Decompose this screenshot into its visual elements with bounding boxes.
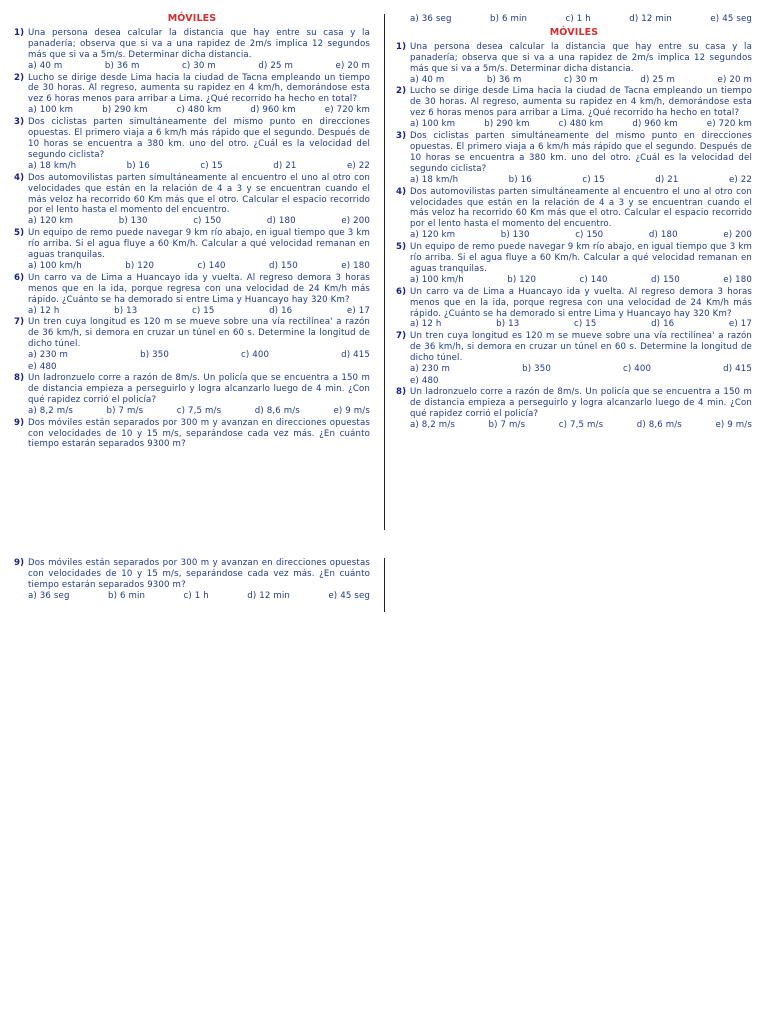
option: a) 40 m (28, 60, 63, 71)
question-number: 7) (14, 317, 25, 328)
question-text: Un carro va de Lima a Huancayo ida y vuelta. Al regreso demora 3 horas menos que en la ida, porque regresa con una velocidad de 24 Km/h más rápido. ¿Cuánto se ha demorado si entre Lima y Huancayo hay 320 Km? (410, 286, 752, 319)
option: e) 45 seg (710, 14, 752, 24)
question-text: Una persona desea calcular la distancia que hay entre su casa y la panadería; observa que si va a una rapidez de 2m/s implica 12 segundos más que si va a 5m/s. Determinar dicha distancia. (28, 27, 370, 60)
options (396, 230, 752, 241)
question-8 (396, 387, 752, 420)
option: d) 150 (651, 274, 680, 285)
options (14, 105, 370, 116)
question-text: Un tren cuya longitud es 120 m se mueve sobre una vía rectilínea' a razón de 36 km/h, si demora en cruzar un túnel en 60 s. Determine la longitud de dicho túnel. (410, 331, 752, 364)
question-number: 2) (14, 72, 25, 83)
option: a) 100 km/h (28, 260, 82, 271)
option: c) 15 (200, 160, 223, 171)
question-1 (14, 28, 370, 61)
option: b) 13 (114, 305, 138, 316)
option: d) 16 (651, 319, 675, 330)
question-number: 8) (396, 386, 407, 397)
options (396, 275, 752, 286)
question-4 (14, 173, 370, 217)
question-number: 3) (396, 131, 407, 142)
option: d) 12 min (247, 590, 290, 601)
option: c) 30 m (564, 74, 598, 85)
column-divider (384, 14, 385, 530)
question-6 (396, 287, 752, 320)
option: c) 30 m (182, 60, 216, 71)
option: b) 120 (507, 274, 537, 285)
option: b) 130 (118, 216, 148, 227)
option: b) 350 (522, 364, 551, 375)
option: b) 16 (508, 174, 532, 185)
question-8 (14, 373, 370, 406)
question-5 (396, 242, 752, 275)
option: d) 21 (655, 174, 679, 185)
option: d) 960 km (632, 119, 678, 130)
option: c) 150 (575, 230, 604, 241)
option: e) 45 seg (328, 590, 370, 601)
question-text: Un equipo de remo puede navegar 9 km río abajo, en igual tiempo que 3 km río arriba. Si el agua fluye a 60 Km/h. Calcular a qué velocidad remanan en aguas tranquilas. (410, 242, 752, 274)
question-5 (14, 228, 370, 261)
option: e) 22 (346, 160, 370, 171)
question-text: Un ladronzuelo corre a razón de 8m/s. Un policía que se encuentra a 150 m de distancia empieza a perseguirlo y logra alcanzarlo luego de 4 min. ¿Con qué rapidez corrió el policía? (410, 386, 752, 419)
question-number: 3) (14, 117, 25, 128)
option: e) 200 (341, 216, 370, 227)
option: a) 230 m (410, 364, 451, 375)
options (14, 61, 370, 72)
options (396, 364, 752, 375)
options (396, 75, 752, 86)
option: c) 1 h (183, 590, 209, 601)
question-9 (14, 418, 370, 451)
options (396, 319, 752, 330)
option: b) 350 (140, 350, 169, 361)
option: d) 150 (269, 260, 298, 271)
question-1 (396, 42, 752, 75)
question-text: Dos ciclistas parten simultáneamente del mismo punto en direcciones opuestas. El primero viaja a 6 km/h más rápido que el segundo. Después de 10 horas se encuentra a 380 km. uno del otro. ¿Cuál es la velocidad del segundo ciclista? (410, 131, 752, 174)
option: a) 120 km (410, 230, 456, 241)
question-number: 5) (396, 242, 407, 253)
option: a) 12 h (28, 305, 60, 316)
option: c) 1 h (565, 14, 591, 24)
option: a) 100 km/h (410, 274, 464, 285)
option: e) 180 (341, 260, 370, 271)
option: e) 20 m (717, 74, 752, 85)
option: a) 18 km/h (28, 160, 77, 171)
option: d) 415 (723, 364, 752, 375)
option: a) 100 km (28, 105, 74, 116)
question-text: Lucho se dirige desde Lima hacia la ciudad de Tacna empleando un tiempo de 30 horas. Al regreso, aumenta su rapidez en 4 km/h, demorándose esta vez 6 horas menos para arribar a Lima. ¿Qué recorrido ha hecho en total? (28, 72, 370, 105)
option: c) 480 km (176, 105, 222, 116)
question-number: 1) (396, 41, 407, 52)
option: d) 25 m (640, 74, 676, 85)
bottom-block (14, 558, 370, 603)
options (396, 14, 752, 25)
option: d) 960 km (250, 105, 296, 116)
options (396, 420, 752, 431)
question-number: 1) (14, 27, 25, 38)
question-number: 6) (396, 286, 407, 297)
question-text: Una persona desea calcular la distancia que hay entre su casa y la panadería; observa que si va a una rapidez de 2m/s implica 12 segundos más que si va a 5m/s. Determinar dicha distancia. (410, 41, 752, 74)
option: d) 8,6 m/s (254, 405, 300, 416)
option: d) 16 (269, 305, 293, 316)
question-text: Dos automovilistas parten simultáneamente al encuentro el uno al otro con velocidades que están en la relación de 4 a 3 y se encuentran cuando el más veloz ha recorrido 60 Km más que el otro. Calcular el espacio recorrido por el lento hasta el momento del encuentro. (28, 172, 370, 216)
option: c) 7,5 m/s (176, 405, 222, 416)
option: b) 6 min (489, 14, 528, 24)
question-2 (14, 73, 370, 106)
option: e) 17 (728, 319, 752, 330)
question-number: 6) (14, 272, 25, 283)
option: b) 120 (125, 260, 155, 271)
question-text: Un ladronzuelo corre a razón de 8m/s. Un policía que se encuentra a 150 m de distancia empieza a perseguirlo y logra alcanzarlo luego de 4 min. ¿Con qué rapidez corrió el policía? (28, 373, 370, 405)
option: e) 22 (728, 174, 752, 185)
question-number: 2) (396, 86, 407, 97)
option: e) 9 m/s (333, 405, 370, 416)
option: d) 415 (341, 350, 370, 361)
option: b) 7 m/s (488, 419, 526, 430)
option: a) 36 seg (410, 14, 452, 24)
question-text: Un tren cuya longitud es 120 m se mueve sobre una vía rectilínea' a razón de 36 km/h, si demora en cruzar un túnel en 60 s. Determine la longitud de dicho túnel. (28, 317, 370, 350)
option: a) 12 h (410, 319, 442, 330)
question-number: 9) (14, 558, 25, 568)
options (14, 591, 370, 602)
option: a) 18 km/h (410, 174, 459, 185)
option: a) 120 km (28, 216, 74, 227)
option: e) 720 km (706, 119, 752, 130)
question-4 (396, 187, 752, 231)
option: d) 180 (266, 216, 296, 227)
option: d) 8,6 m/s (636, 419, 682, 430)
options (14, 406, 370, 417)
options (14, 261, 370, 272)
option: c) 400 (240, 350, 270, 361)
page-title: MÓVILES (549, 26, 599, 38)
question-3 (396, 131, 752, 175)
option: b) 7 m/s (106, 405, 144, 416)
right-column (396, 14, 752, 432)
question-text: Lucho se dirige desde Lima hacia la ciudad de Tacna empleando un tiempo de 30 horas. Al regreso, aumenta su rapidez en 4 km/h, demorándose esta vez 6 horas menos para arribar a Lima. ¿Qué recorrido ha hecho en total? (410, 86, 752, 119)
option: c) 140 (197, 260, 226, 271)
option: b) 6 min (107, 590, 146, 601)
question-text: Un carro va de Lima a Huancayo ida y vuelta. Al regreso demora 3 horas menos que en la ida, porque regresa con una velocidad de 24 Km/h más rápido. ¿Cuánto se ha demorado si entre Lima y Huancayo hay 320 Km? (28, 272, 370, 305)
question-text: Dos móviles están separados por 300 m y avanzan en direcciones opuestas con velocidades de 10 y 15 m/s, separándose cada vez más. ¿En cuánto tiempo estarán separados 9300 m? (28, 417, 370, 450)
option: e) 200 (723, 230, 752, 241)
column-divider-bottom (384, 558, 385, 612)
option: b) 16 (126, 160, 150, 171)
option: c) 480 km (558, 119, 604, 130)
question-text: Un equipo de remo puede navegar 9 km río abajo, en igual tiempo que 3 km río arriba. Si el agua fluye a 60 Km/h. Calcular a qué velocidad remanan en aguas tranquilas. (28, 228, 370, 261)
option: e) 480 (28, 362, 57, 373)
question-number: 8) (14, 373, 25, 383)
options (396, 175, 752, 186)
option: a) 230 m (28, 350, 69, 361)
option: b) 13 (496, 319, 520, 330)
option: b) 36 m (486, 74, 522, 85)
option: a) 100 km (410, 119, 456, 130)
option: d) 12 min (629, 14, 672, 24)
question-text: Dos móviles están separados por 300 m y avanzan en direcciones opuestas con velocidades de 10 y 15 m/s, separándose cada vez más. ¿En cuánto tiempo estarán separados 9300 m? (28, 558, 370, 590)
option: b) 130 (500, 230, 530, 241)
question-3 (14, 117, 370, 161)
options (14, 161, 370, 172)
question-9 (14, 558, 370, 591)
question-text: Dos automovilistas parten simultáneamente al encuentro el uno al otro con velocidades que están en la relación de 4 a 3 y se encuentran cuando el más veloz ha recorrido 60 Km más que el otro. Calcular el espacio recorrido por el lento hasta el momento del encuentro. (410, 186, 752, 230)
options (14, 216, 370, 227)
option: a) 8,2 m/s (28, 405, 73, 416)
options (14, 306, 370, 317)
option: e) 720 km (324, 105, 370, 116)
question-text: Dos ciclistas parten simultáneamente del mismo punto en direcciones opuestas. El primero viaja a 6 km/h más rápido que el segundo. Después de 10 horas se encuentra a 380 km. uno del otro. ¿Cuál es la velocidad del segundo ciclista? (28, 117, 370, 160)
option: d) 180 (648, 230, 678, 241)
option: d) 21 (273, 160, 297, 171)
option: b) 290 km (484, 119, 530, 130)
option: e) 480 (410, 376, 439, 386)
option: a) 40 m (410, 74, 445, 85)
question-7 (14, 317, 370, 350)
option: e) 17 (346, 305, 370, 316)
left-column (14, 14, 370, 450)
question-number: 4) (14, 172, 25, 183)
question-number: 5) (14, 228, 25, 239)
option: c) 400 (622, 364, 652, 375)
options (14, 350, 370, 361)
options (396, 119, 752, 130)
option: e) 20 m (335, 60, 370, 71)
option: a) 8,2 m/s (410, 419, 455, 430)
question-2 (396, 86, 752, 119)
option: e) 9 m/s (715, 419, 752, 430)
question-6 (14, 273, 370, 306)
question-number: 9) (14, 417, 25, 428)
option: a) 36 seg (28, 590, 70, 601)
option: c) 7,5 m/s (558, 419, 604, 430)
option: b) 36 m (104, 60, 140, 71)
option: c) 15 (573, 319, 597, 330)
option: c) 150 (193, 216, 222, 227)
option: c) 140 (579, 274, 608, 285)
question-7 (396, 331, 752, 364)
question-number: 7) (396, 331, 407, 342)
page-title: MÓVILES (167, 13, 217, 24)
question-number: 4) (396, 186, 407, 197)
option: c) 15 (191, 305, 215, 316)
option: d) 25 m (258, 60, 294, 71)
option: e) 180 (723, 274, 752, 285)
option: b) 290 km (102, 105, 148, 116)
option: c) 15 (582, 174, 605, 185)
